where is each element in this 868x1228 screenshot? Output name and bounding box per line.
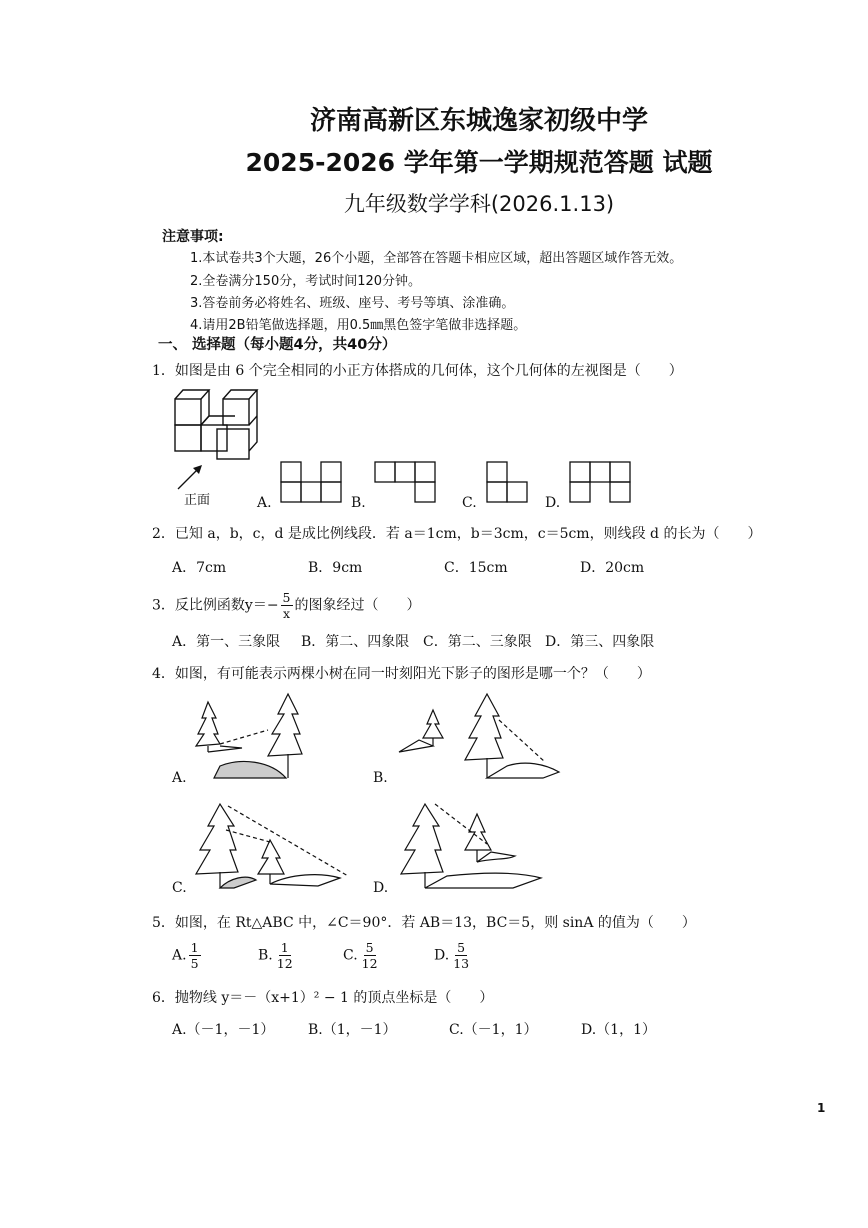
subject-title: 九年级数学学科(2026.1.13) [343, 192, 615, 216]
question-5: 5．如图，在 Rt△ABC 中，∠C＝90°．若 AB＝13，BC＝5，则 sinA 的值为（ ） [152, 915, 696, 931]
q6-option-b: B.（1，－1） [308, 1022, 397, 1038]
q5-option-d [434, 940, 473, 971]
q5-option-a-label: A. [172, 947, 187, 964]
tree-shadow-figure-d [395, 800, 565, 892]
q6-option-a: A.（－1，－1） [172, 1022, 275, 1038]
notice-item: 2.全卷满分150分，考试时间120分钟。 [190, 274, 422, 289]
question-4: 4．如图，有可能表示两棵小树在同一时刻阳光下影子的图形是哪一个？（ ） [152, 666, 651, 682]
q4-option-d: D. [373, 880, 389, 896]
q5-b-num: 1 [280, 940, 289, 955]
tree-shadow-figure-b [395, 690, 565, 782]
q4-option-c: C. [172, 880, 187, 896]
q4-option-a: A. [172, 770, 187, 786]
q5-c-den: 12 [361, 956, 378, 971]
q5-d-num: 5 [457, 940, 466, 955]
q5-option-c [343, 940, 382, 971]
q5-option-b-label: B. [258, 947, 273, 964]
q5-option-c-fraction [360, 940, 380, 971]
q3-option-b: B．第二、四象限 [301, 634, 410, 650]
section-title: 一、 选择题（每小题4分，共40分） [158, 337, 397, 353]
question-2: 2．已知 a，b，c，d 是成比例线段．若 a＝1cm，b＝3cm，c＝5cm，则线段 d 的长为（ ） [152, 526, 762, 542]
q5-a-den: 5 [190, 956, 199, 971]
q4-option-b: B. [373, 770, 388, 786]
view-option-b [374, 461, 438, 505]
q2-option-a: A．7cm [172, 560, 227, 576]
q3-frac-den: x [282, 606, 291, 621]
q3-suffix: 的图象经过（ ） [294, 597, 421, 614]
q3-prefix: 3．反比例函数y＝− [152, 597, 279, 614]
q1-option-d: D. [545, 495, 561, 511]
view-option-d [569, 461, 633, 505]
exam-title: 2025-2026 学年第一学期规范答题 试题 [245, 148, 713, 177]
notice-item: 3.答卷前务必将姓名、班级、座号、考号等填、涂准确。 [190, 296, 515, 311]
q3-option-c: C．第二、三象限 [423, 634, 532, 650]
q5-b-den: 12 [276, 956, 293, 971]
q2-option-c: C．15cm [444, 560, 508, 576]
q3-frac-num: 5 [282, 590, 291, 605]
q2-option-b: B．9cm [308, 560, 363, 576]
q5-c-num: 5 [365, 940, 374, 955]
question-6: 6．抛物线 y＝－（x+1）² − 1 的顶点坐标是（ ） [152, 990, 494, 1006]
q5-option-a-fraction [189, 940, 201, 971]
q5-option-d-fraction [451, 940, 471, 971]
question-3 [152, 590, 421, 621]
question-1: 1．如图是由 6 个完全相同的小正方体搭成的几何体，这个几何体的左视图是（ ） [152, 363, 683, 379]
q5-a-num: 1 [190, 940, 199, 955]
q3-fraction [281, 590, 293, 621]
q5-option-a [172, 940, 203, 971]
tree-shadow-figure-c [190, 800, 360, 892]
view-option-c [486, 461, 530, 505]
q1-option-c: C. [462, 495, 477, 511]
school-title: 济南高新区东城逸家初级中学 [309, 106, 648, 136]
q5-option-b-fraction [275, 940, 295, 971]
q5-d-den: 13 [453, 956, 470, 971]
notice-item: 4.请用2B铅笔做选择题，用0.5㎜黑色签字笔做非选择题。 [190, 318, 527, 333]
q5-option-d-label: D. [434, 947, 450, 964]
q1-option-a: A. [257, 495, 272, 511]
q5-option-b [258, 940, 297, 971]
view-option-a [280, 461, 344, 505]
front-label: 正面 [184, 493, 211, 508]
q3-option-a: A．第一、三象限 [172, 634, 281, 650]
q2-option-d: D．20cm [580, 560, 645, 576]
arrow-icon [175, 462, 205, 492]
q6-option-c: C.（－1，1） [449, 1022, 538, 1038]
q5-option-c-label: C. [343, 947, 358, 964]
notice-heading: 注意事项: [162, 229, 224, 245]
page-number: 1 [817, 1101, 826, 1115]
q3-option-d: D．第三、四象限 [545, 634, 655, 650]
notice-item: 1.本试卷共3个大题，26个小题，全部答在答题卡相应区域，超出答题区域作答无效。 [190, 251, 683, 266]
tree-shadow-figure-a [190, 690, 330, 782]
q1-option-b: B. [351, 495, 366, 511]
cube-solid-figure [165, 385, 260, 465]
q6-option-d: D.（1，1） [581, 1022, 656, 1038]
